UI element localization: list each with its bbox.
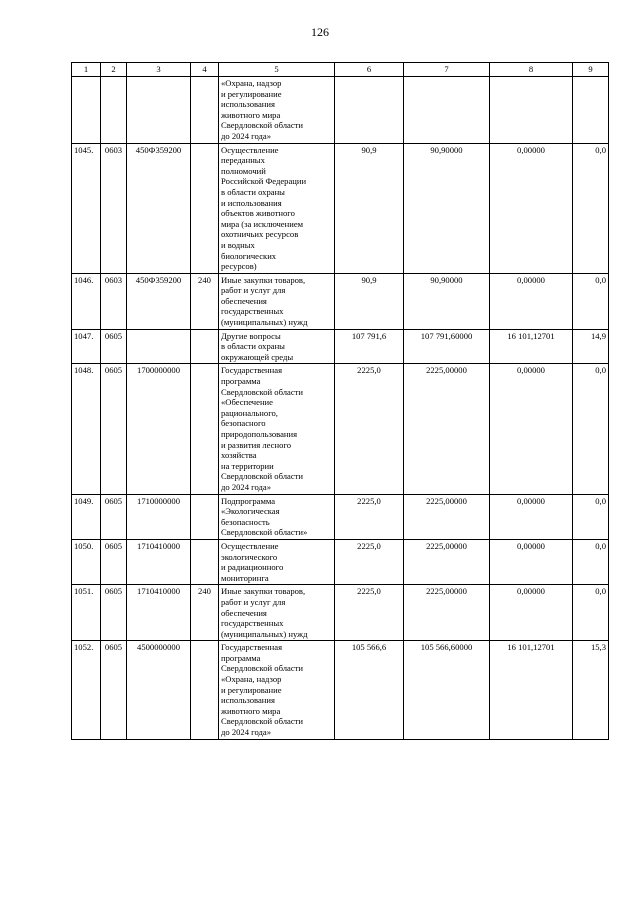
column-header: 2	[101, 63, 127, 77]
section-code: 0603	[101, 143, 127, 273]
row-number: 1045.	[72, 143, 101, 273]
percent-value: 0,0	[573, 364, 609, 494]
percent-value: 0,0	[573, 143, 609, 273]
plan-amount: 107 791,60000	[404, 329, 490, 364]
expense-type	[191, 77, 219, 144]
percent-value: 0,0	[573, 539, 609, 584]
target-code: 4500000000	[127, 641, 191, 739]
plan-amount: 2225,00000	[404, 494, 490, 539]
row-number: 1046.	[72, 273, 101, 329]
table-row	[72, 143, 609, 273]
item-name: Осуществление экологического и радиационного мониторинга	[219, 539, 335, 584]
row-number: 1050.	[72, 539, 101, 584]
section-code	[101, 77, 127, 144]
row-number	[72, 77, 101, 144]
target-code: 450Ф359200	[127, 273, 191, 329]
column-header: 7	[404, 63, 490, 77]
row-number: 1049.	[72, 494, 101, 539]
table-row	[72, 364, 609, 494]
column-header: 5	[219, 63, 335, 77]
table-row	[72, 77, 609, 144]
column-header: 9	[573, 63, 609, 77]
plan-amount: 105 566,60000	[404, 641, 490, 739]
page-number: 126	[311, 25, 329, 39]
column-header: 4	[191, 63, 219, 77]
column-header: 8	[490, 63, 573, 77]
approved-amount: 2225,0	[335, 494, 404, 539]
column-header: 1	[72, 63, 101, 77]
approved-amount: 2225,0	[335, 585, 404, 641]
row-number: 1047.	[72, 329, 101, 364]
percent-value: 0,0	[573, 494, 609, 539]
plan-amount: 2225,00000	[404, 364, 490, 494]
table-row	[72, 494, 609, 539]
item-name: Осуществление переданных полномочий Российской Федерации в области охраны и использования объектов животного мира (за исключением охотничьих ресурсов и водных биологических ресурсов)	[219, 143, 335, 273]
percent-value: 0,0	[573, 273, 609, 329]
row-number: 1052.	[72, 641, 101, 739]
plan-amount: 2225,00000	[404, 585, 490, 641]
section-code: 0605	[101, 585, 127, 641]
approved-amount: 107 791,6	[335, 329, 404, 364]
fact-amount: 16 101,12701	[490, 641, 573, 739]
target-code: 1710000000	[127, 494, 191, 539]
item-name: Иные закупки товаров, работ и услуг для обеспечения государственных (муниципальных) нужд	[219, 273, 335, 329]
expense-type: 240	[191, 585, 219, 641]
approved-amount: 2225,0	[335, 364, 404, 494]
approved-amount: 90,9	[335, 143, 404, 273]
row-number: 1048.	[72, 364, 101, 494]
item-name: «Охрана, надзор и регулирование использования животного мира Свердловской области до 2024 года»	[219, 77, 335, 144]
section-code: 0605	[101, 539, 127, 584]
approved-amount: 90,9	[335, 273, 404, 329]
item-name: Подпрограмма «Экологическая безопасность Свердловской области»	[219, 494, 335, 539]
percent-value: 15,3	[573, 641, 609, 739]
expense-type	[191, 364, 219, 494]
approved-amount	[335, 77, 404, 144]
fact-amount: 0,00000	[490, 539, 573, 584]
section-code: 0605	[101, 641, 127, 739]
table-row	[72, 641, 609, 739]
target-code: 1710410000	[127, 539, 191, 584]
fact-amount: 0,00000	[490, 585, 573, 641]
fact-amount: 16 101,12701	[490, 329, 573, 364]
expense-type	[191, 641, 219, 739]
expense-type	[191, 494, 219, 539]
expense-type	[191, 329, 219, 364]
plan-amount	[404, 77, 490, 144]
expense-type	[191, 539, 219, 584]
target-code: 1700000000	[127, 364, 191, 494]
fact-amount	[490, 77, 573, 144]
expense-type	[191, 143, 219, 273]
fact-amount: 0,00000	[490, 143, 573, 273]
percent-value: 14,9	[573, 329, 609, 364]
plan-amount: 90,90000	[404, 143, 490, 273]
target-code	[127, 329, 191, 364]
column-header: 3	[127, 63, 191, 77]
target-code: 1710410000	[127, 585, 191, 641]
row-number: 1051.	[72, 585, 101, 641]
budget-table	[71, 62, 609, 740]
plan-amount: 90,90000	[404, 273, 490, 329]
table-row	[72, 539, 609, 584]
column-header: 6	[335, 63, 404, 77]
column-number-row	[72, 63, 609, 77]
item-name: Государственная программа Свердловской области «Обеспечение рационального, безопасного природопользования и развития лесного хозяйства на территории Свердловской области до 2024 года»	[219, 364, 335, 494]
section-code: 0605	[101, 364, 127, 494]
expense-type: 240	[191, 273, 219, 329]
item-name: Другие вопросы в области охраны окружающей среды	[219, 329, 335, 364]
item-name: Государственная программа Свердловской области «Охрана, надзор и регулирование использования животного мира Свердловской области до 2024 года»	[219, 641, 335, 739]
section-code: 0605	[101, 494, 127, 539]
table-row	[72, 329, 609, 364]
percent-value: 0,0	[573, 585, 609, 641]
section-code: 0605	[101, 329, 127, 364]
item-name: Иные закупки товаров, работ и услуг для обеспечения государственных (муниципальных) нужд	[219, 585, 335, 641]
fact-amount: 0,00000	[490, 364, 573, 494]
target-code	[127, 77, 191, 144]
percent-value	[573, 77, 609, 144]
fact-amount: 0,00000	[490, 273, 573, 329]
approved-amount: 105 566,6	[335, 641, 404, 739]
fact-amount: 0,00000	[490, 494, 573, 539]
section-code: 0603	[101, 273, 127, 329]
table-row	[72, 585, 609, 641]
table-row	[72, 273, 609, 329]
approved-amount: 2225,0	[335, 539, 404, 584]
target-code: 450Ф359200	[127, 143, 191, 273]
plan-amount: 2225,00000	[404, 539, 490, 584]
